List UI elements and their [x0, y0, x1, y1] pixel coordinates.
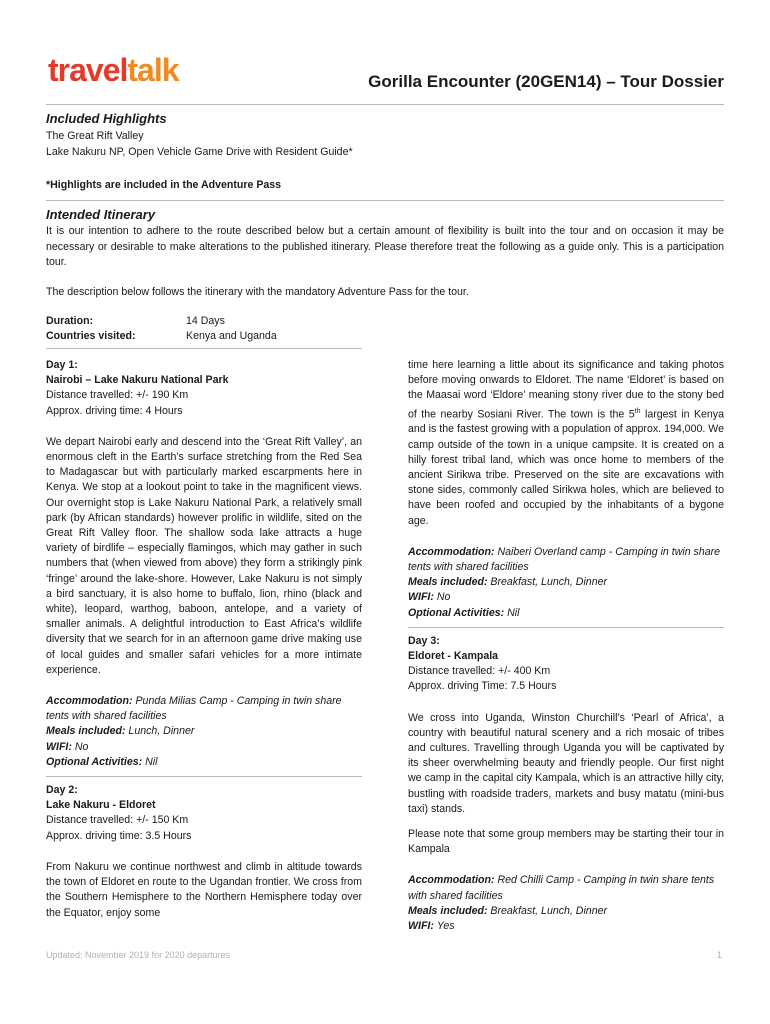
- itinerary-intro: It is our intention to adhere to the route described below but a certain amount of flexibility is built into the tour and on occasion it may be necessary or desirable to make alterations to the published itinerary. Please therefore treat the following as a guide only. This is a participation tour.: [46, 225, 724, 268]
- day3-driving-time: Approx. driving Time: 7.5 Hours: [408, 680, 557, 693]
- footer-updated: Updated: November 2019 for 2020 departures: [46, 950, 231, 960]
- itinerary-heading: Intended Itinerary: [46, 207, 156, 222]
- duration-value: 14 Days: [186, 315, 225, 327]
- highlight-item: The Great Rift Valley: [46, 130, 144, 142]
- day1-optional-activities: Optional Activities: Nil: [46, 755, 158, 768]
- day3-label: Day 3:: [408, 634, 440, 647]
- day3-description: We cross into Uganda, Winston Churchill’s ‘Pearl of Africa’, a country with beautiful natural scenery and a rich mosaic of tribes and cultures. Travelling through Uganda you will be captivated by its sheer overwhelming beauty and friendly people. Our first night we camp in the capital city Kampala, which is an attractive hilly city, bustling with roadside traders, markets and busy matatu (mini-bus taxi) stands.: [408, 711, 724, 815]
- day2-distance: Distance travelled: +/- 150 Km: [46, 814, 189, 827]
- page-title: Gorilla Encounter (20GEN14) – Tour Dossier: [368, 72, 724, 91]
- section-divider: [46, 200, 724, 201]
- day3-note: Please note that some group members may be starting their tour in Kampala: [408, 828, 724, 856]
- day1-description: We depart Nairobi early and descend into the ‘Great Rift Valley’, an enormous cleft in the Earth’s surface stretching from the Red Sea to Madagascar but with particularly marked escarpments here in Kenya. We stop at a lookout point to take in the magnificent views. Our overnight stop is Lake Nakuru National Park, a relatively small park (by African standards) however prolific in wildlife, sited on the Great Rift Valley floor. The shallow soda lake attracts a huge variety of birdlife – especially flamingos, which may gather in such numbers that (when viewed from above) they form a strikingly pink ‘fringe’ around the lake-shore. However, Lake Nakuru is not simply a bird sanctuary, it is also home to buffalo, lion, rhino (black and white), leopard, warthog, baboon, antelope, and a variety of smaller animals. A delightful introduction to East Africa’s wildlife diversity that we search for in an afternoon game drive making use of local guides and smaller safari vehicles for a more intimate experience.: [46, 435, 362, 676]
- day2-route: Lake Nakuru - Eldoret: [46, 799, 156, 812]
- countries-label: Countries visited:: [46, 330, 136, 342]
- day3-wifi: WIFI: Yes: [408, 920, 455, 933]
- page-number: 1: [716, 950, 722, 960]
- duration-label: Duration:: [46, 315, 94, 327]
- day2-meals: Meals included: Breakfast, Lunch, Dinner: [408, 576, 608, 589]
- countries-value: Kenya and Uganda: [186, 330, 277, 342]
- day-divider: [46, 776, 362, 777]
- day2-driving-time: Approx. driving time: 3.5 Hours: [46, 829, 192, 842]
- highlights-heading: Included Highlights: [46, 111, 167, 126]
- left-column-divider: [46, 348, 362, 349]
- day1-wifi: WIFI: No: [46, 740, 89, 753]
- day3-meals: Meals included: Breakfast, Lunch, Dinner: [408, 904, 608, 917]
- highlights-note: *Highlights are included in the Adventure Pass: [46, 179, 282, 191]
- highlight-item: Lake Nakuru NP, Open Vehicle Game Drive with Resident Guide*: [46, 146, 353, 158]
- day2-wifi: WIFI: No: [408, 591, 451, 604]
- left-column: [46, 358, 362, 921]
- day2-description-start: From Nakuru we continue northwest and climb in altitude towards the town of Eldoret en route to the Ugandan frontier. We cross from the Southern Hemisphere to the Northern Hemisphere today over the Equator, enjoy some: [46, 860, 362, 919]
- day1-label: Day 1:: [46, 359, 78, 371]
- countries-row: [46, 329, 277, 344]
- day2-optional-activities: Optional Activities: Nil: [408, 606, 520, 619]
- duration-row: [46, 314, 225, 329]
- traveltalk-logo: [48, 54, 179, 86]
- header-divider: [46, 104, 724, 105]
- day2-description-continued: time here learning a little about its significance and taking photos before moving onwards to Eldoret. The name ‘Eldoret’ is based on the Maasai word ‘Eldore’ meaning stony river due to the stony bed of the nearby Sosiani River. The town is the 5th largest in Kenya and is the fastest growing with a population of approx. 194,000. We camp outside of the town in a unique campsite. It is created on a hilly forest tribal land, which was once home to members of the ancient Sirikwa tribe. Preserved on the site are excavations with stone sides, commonly called Sirikwa holes, which are believed to have been roofed and occupied by the inhabitants of a bygone age.: [408, 359, 724, 527]
- logo-travel: travel: [48, 52, 128, 88]
- day3-distance: Distance travelled: +/- 400 Km: [408, 665, 551, 678]
- day2-label: Day 2:: [46, 784, 78, 797]
- day3-accommodation: Accommodation: Red Chilli Camp - Camping in twin share tents with shared facilities: [408, 874, 715, 902]
- day3-route: Eldoret - Kampala: [408, 649, 499, 662]
- day2-accommodation: Accommodation: Naiberi Overland camp - Camping in twin share tents with shared facilities: [408, 545, 721, 573]
- day-divider: [408, 627, 724, 628]
- right-column: [408, 358, 724, 934]
- day1-accommodation: Accommodation: Punda Milias Camp - Camping in twin share tents with shared facilities: [46, 695, 342, 723]
- day1-meals: Meals included: Lunch, Dinner: [46, 725, 195, 738]
- itinerary-description-note: The description below follows the itinerary with the mandatory Adventure Pass for the tour.: [46, 286, 469, 298]
- day1-driving-time: Approx. driving time: 4 Hours: [46, 404, 183, 417]
- day1-distance: Distance travelled: +/- 190 Km: [46, 389, 189, 402]
- logo-talk: talk: [127, 52, 179, 88]
- day1-route: Nairobi – Lake Nakuru National Park: [46, 374, 229, 387]
